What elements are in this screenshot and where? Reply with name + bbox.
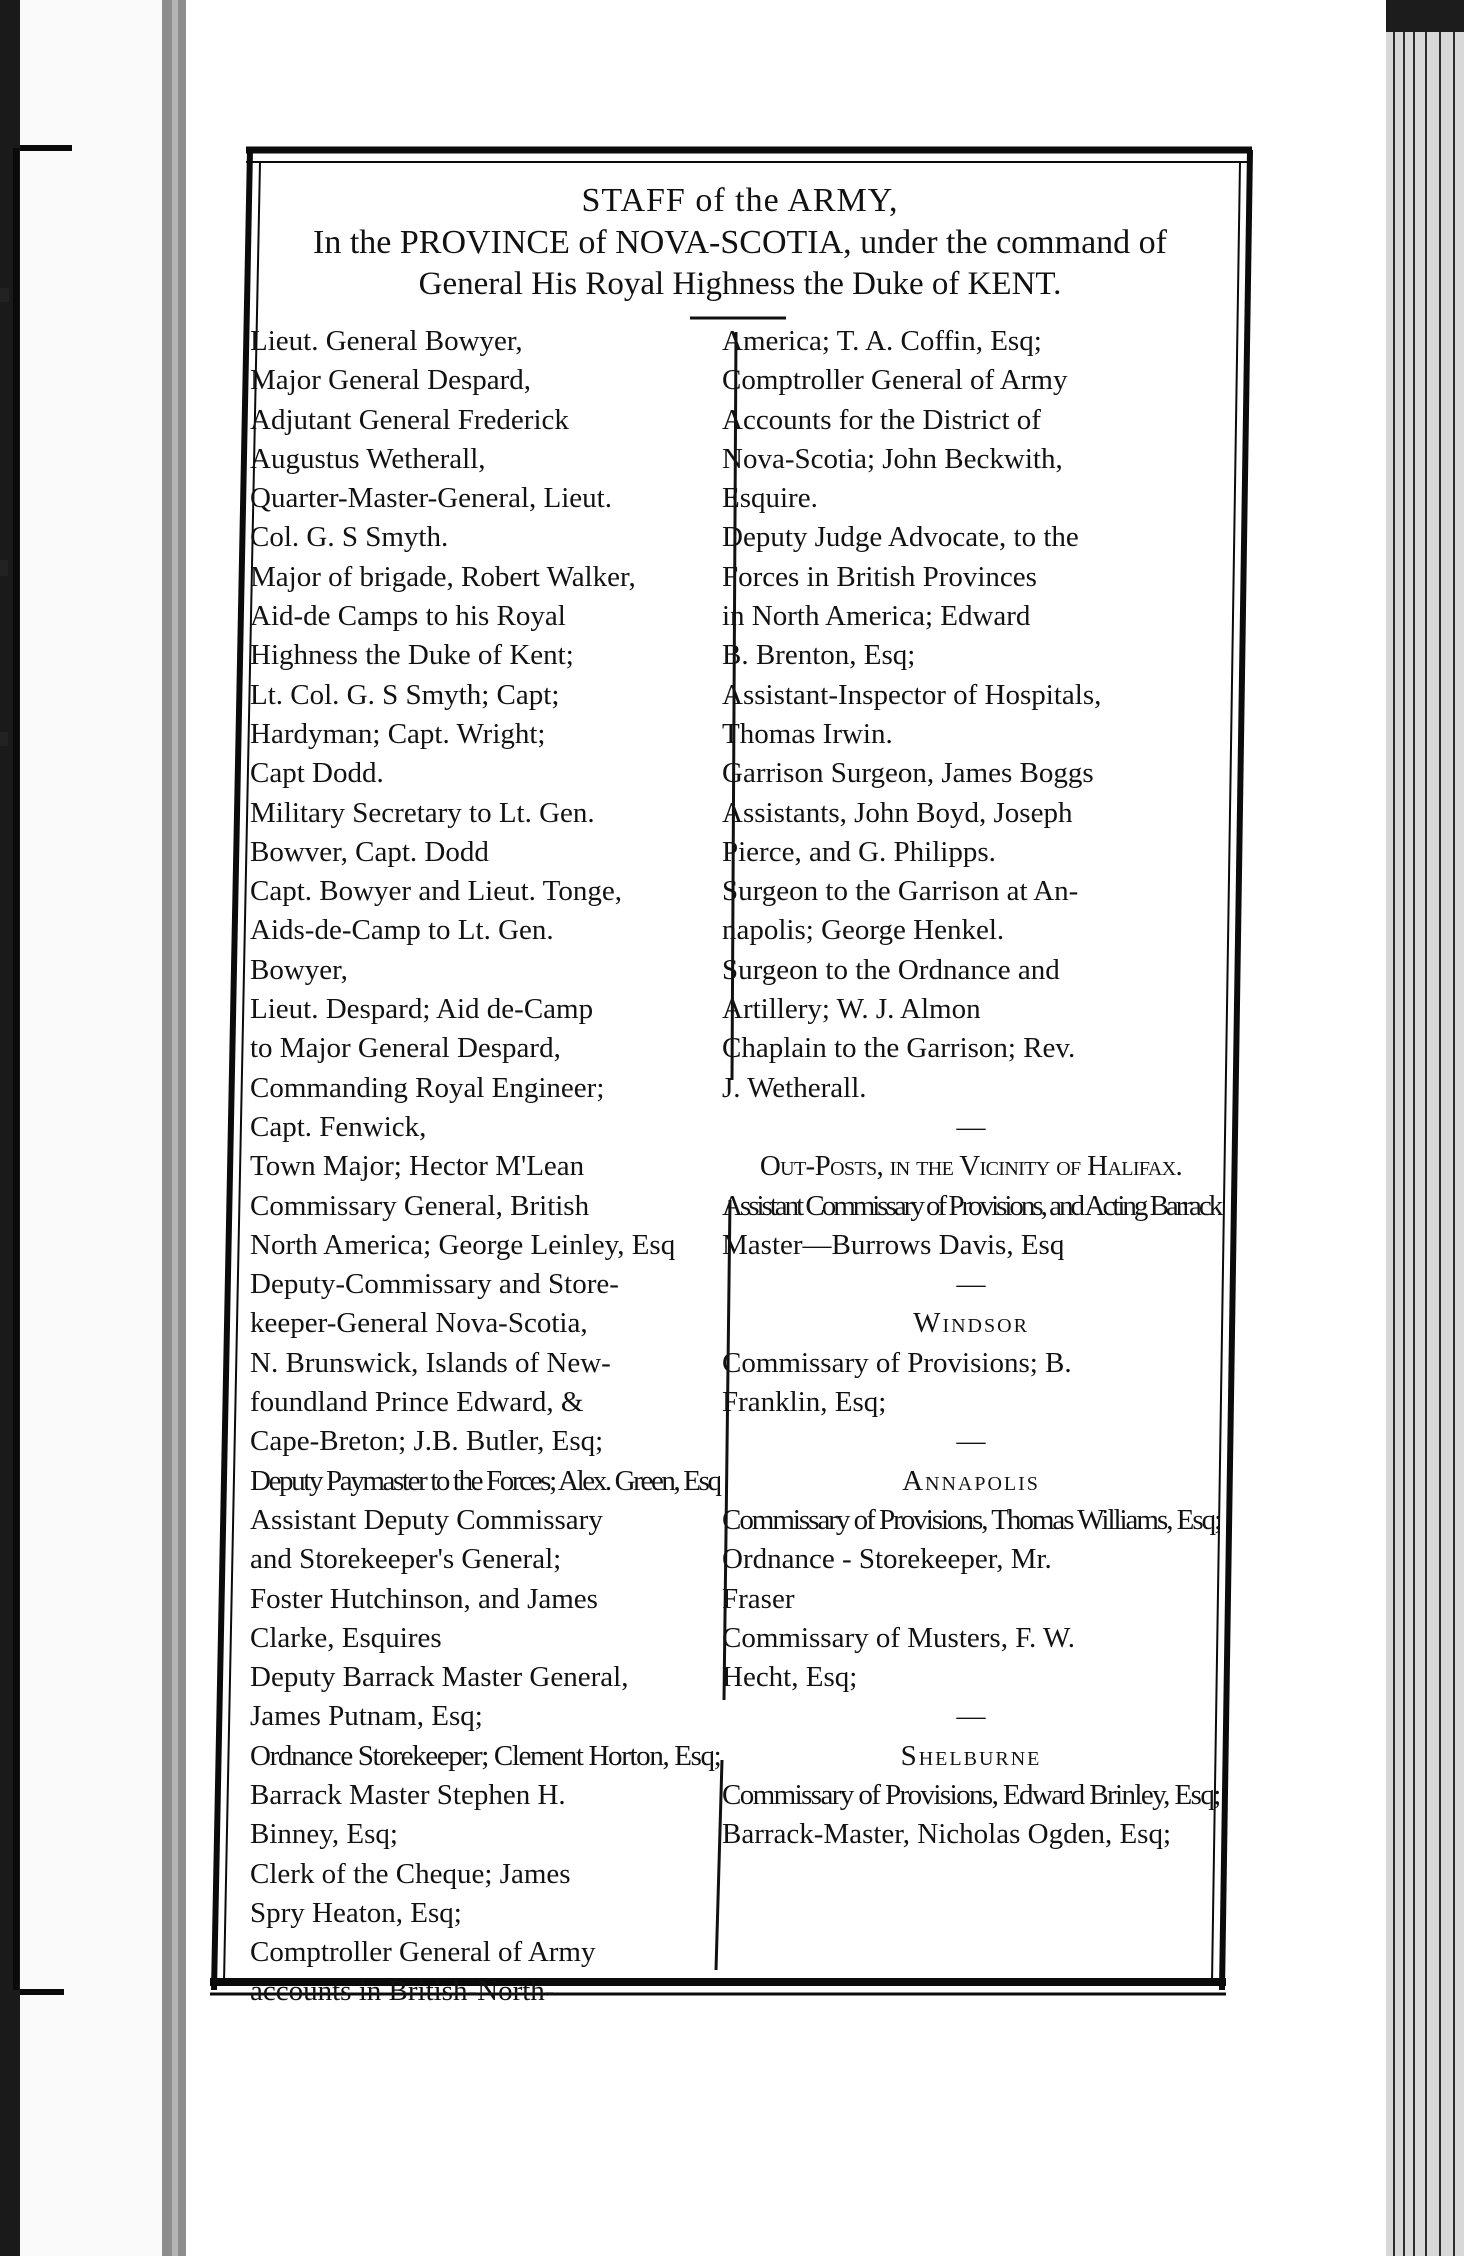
list-line: Comptroller General of Army: [250, 1936, 596, 1969]
list-line: America; T. A. Coffin, Esq;: [722, 325, 1042, 357]
book-spine-highlight: [172, 0, 178, 2256]
list-line: Barrack-Master, Nicholas Ogden, Esq;: [722, 1818, 1172, 1851]
list-line: Master—Burrows Davis, Esq: [722, 1228, 1065, 1261]
list-line: Commissary of Provisions, Edward Brinley, Esq;: [722, 1778, 1220, 1811]
list-line: Clerk of the Cheque; James: [250, 1857, 571, 1890]
list-line: Highness the Duke of Kent;: [250, 639, 574, 672]
list-line: Quarter-Master-General, Lieut.: [250, 482, 612, 515]
list-line: Augustus Wetherall,: [250, 442, 486, 475]
list-line: Clarke, Esquires: [250, 1621, 442, 1654]
list-line: Deputy-Commissary and Store-: [250, 1268, 619, 1301]
list-line: Surgeon to the Ordnance and: [722, 953, 1060, 986]
list-line: Thomas Irwin.: [722, 717, 893, 750]
list-line: Town Major; Hector M'Lean: [250, 1150, 585, 1183]
list-line: Surgeon to the Garrison at An-: [722, 875, 1079, 908]
list-line: Commissary of Musters, F. W.: [722, 1621, 1075, 1654]
list-line: napolis; George Henkel.: [722, 914, 1005, 947]
list-line: Bowver, Capt. Dodd: [250, 835, 489, 868]
list-line: foundland Prince Edward, &: [250, 1386, 584, 1419]
list-line: Comptroller General of Army: [722, 364, 1068, 397]
list-line: Lieut. Despard; Aid de-Camp: [250, 993, 594, 1026]
list-line: accounts in British-North-: [250, 1975, 555, 2008]
section-divider: —: [956, 1700, 986, 1733]
title-line-2: In the PROVINCE of NOVA-SCOTIA, under the command of: [313, 224, 1167, 261]
list-line: Assistant Deputy Commissary: [250, 1503, 603, 1536]
section-divider: —: [956, 1425, 986, 1458]
title-line-3: General His Royal Highness the Duke of KENT.: [418, 266, 1062, 302]
list-line: Major General Despard,: [250, 364, 532, 397]
list-line: Commissary of Provisions, Thomas Williams, Esq;: [722, 1503, 1221, 1536]
list-line: Chaplain to the Garrison; Rev.: [722, 1032, 1076, 1065]
page-edge-dark-top: [1386, 0, 1464, 32]
list-line: in North America; Edward: [722, 600, 1031, 633]
list-line: Aid-de Camps to his Royal: [250, 600, 566, 633]
section-heading: Annapolis: [902, 1464, 1040, 1497]
list-line: Foster Hutchinson, and James: [250, 1582, 598, 1615]
list-line: Lieut. General Bowyer,: [250, 325, 523, 357]
list-line: Col. G. S Smyth.: [250, 521, 449, 554]
list-line: Binney, Esq;: [250, 1818, 398, 1851]
section-divider: —: [956, 1110, 986, 1143]
list-line: Military Secretary to Lt. Gen.: [250, 796, 595, 829]
list-line: Deputy Barrack Master General,: [250, 1661, 629, 1694]
list-line: to Major General Despard,: [250, 1032, 561, 1065]
list-line: Hardyman; Capt. Wright;: [250, 717, 546, 750]
list-line: J. Wetherall.: [722, 1071, 867, 1104]
list-line: Garrison Surgeon, James Boggs: [722, 757, 1094, 790]
list-line: Esquire.: [722, 482, 818, 515]
list-line: Deputy Paymaster to the Forces; Alex. Green, Esq: [250, 1464, 720, 1497]
list-line: Capt. Bowyer and Lieut. Tonge,: [250, 875, 622, 908]
title-line-1: STAFF of the ARMY,: [581, 182, 899, 219]
list-line: Franklin, Esq;: [722, 1386, 887, 1419]
facing-page: [20, 0, 172, 2256]
list-line: Capt. Fenwick,: [250, 1110, 427, 1143]
list-line: Accounts for the District of: [722, 403, 1041, 436]
section-heading: Windsor: [913, 1307, 1029, 1340]
list-line: Aids-de-Camp to Lt. Gen.: [250, 914, 554, 947]
list-line: N. Brunswick, Islands of New-: [250, 1346, 611, 1379]
list-line: B. Brenton, Esq;: [722, 639, 916, 672]
list-line: Commissary General, British: [250, 1189, 590, 1222]
list-line: keeper-General Nova-Scotia,: [250, 1307, 588, 1340]
list-line: Lt. Col. G. S Smyth; Capt;: [250, 678, 560, 711]
list-line: Bowyer,: [250, 953, 348, 986]
list-line: Nova-Scotia; John Beckwith,: [722, 442, 1063, 475]
section-heading: Out-Posts, in the Vicinity of Halifax.: [759, 1150, 1183, 1183]
list-line: Cape-Breton; J.B. Butler, Esq;: [250, 1425, 604, 1458]
list-line: Artillery; W. J. Almon: [722, 993, 981, 1026]
list-line: Hecht, Esq;: [722, 1661, 858, 1694]
list-line: Commanding Royal Engineer;: [250, 1071, 605, 1104]
list-line: Assistants, John Boyd, Joseph: [722, 796, 1073, 829]
list-line: Fraser: [722, 1582, 795, 1615]
list-line: Capt Dodd.: [250, 757, 384, 790]
list-line: Assistant Commissary of Provisions, and Acting Barrack: [722, 1189, 1221, 1222]
section-heading: Shelburne: [900, 1739, 1042, 1772]
left-column: [250, 322, 720, 2012]
list-line: North America; George Leinley, Esq: [250, 1228, 676, 1261]
list-line: Forces in British Provinces: [722, 560, 1037, 593]
section-divider: —: [956, 1268, 986, 1301]
list-line: Barrack Master Stephen H.: [250, 1778, 566, 1811]
list-line: Deputy Judge Advocate, to the: [722, 521, 1079, 554]
list-line: Commissary of Provisions; B.: [722, 1346, 1072, 1379]
list-line: Spry Heaton, Esq;: [250, 1896, 462, 1929]
right-column: [722, 322, 1220, 1855]
list-line: and Storekeeper's General;: [250, 1543, 562, 1576]
list-line: Ordnance Storekeeper; Clement Horton, Esq;: [250, 1739, 721, 1772]
list-line: James Putnam, Esq;: [250, 1700, 483, 1733]
list-line: Assistant-Inspector of Hospitals,: [722, 678, 1102, 711]
list-line: Adjutant General Frederick: [250, 403, 569, 436]
list-line: Ordnance - Storekeeper, Mr.: [722, 1543, 1052, 1576]
list-line: Pierce, and G. Philipps.: [722, 835, 996, 868]
list-line: Major of brigade, Robert Walker,: [250, 560, 636, 593]
